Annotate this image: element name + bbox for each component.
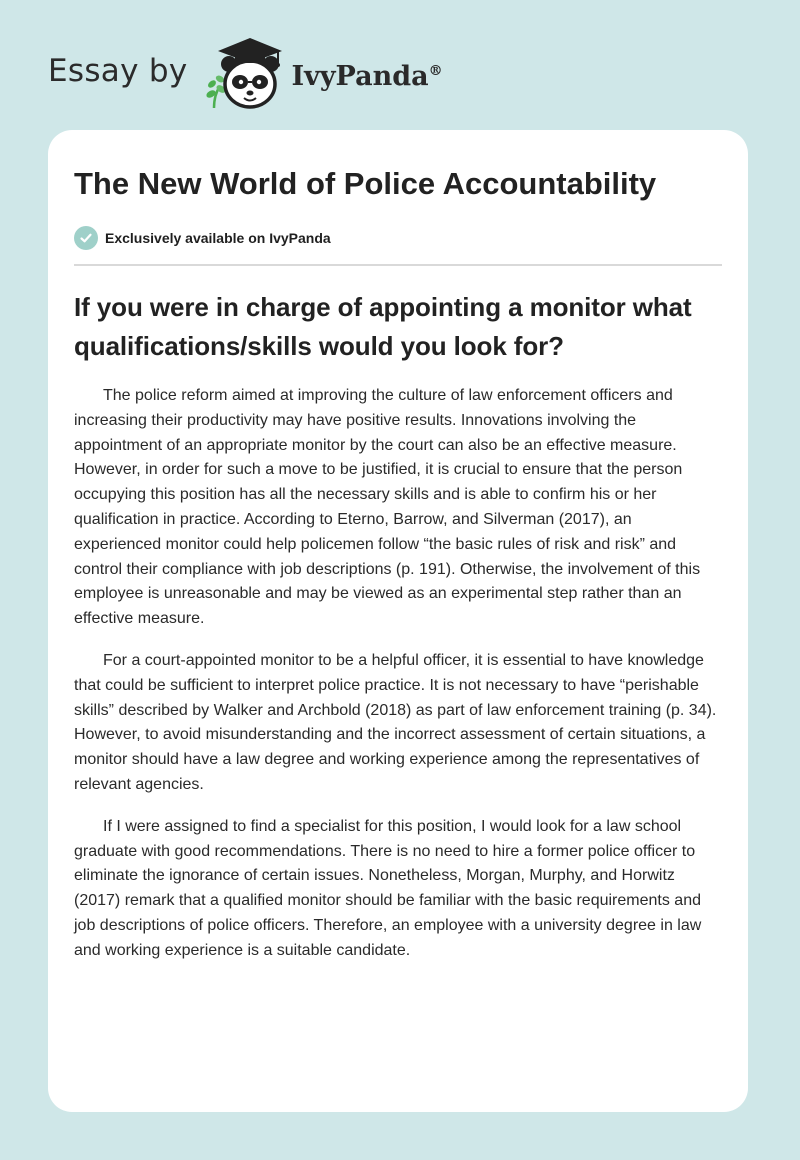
brand-prefix: Essay by (48, 53, 188, 89)
paragraph: For a court-appointed monitor to be a helpful officer, it is essential to have knowledge that could be sufficient to interpret police practice. It is not necessary to have “perishable skills” described by Walker and Archbold (2018) as part of law enforcement training (p. 34). However, to avoid misunderstanding and the incorrect assessment of certain situations, a monitor should have a law degree and working experience among the representatives of relevant agencies. (74, 651, 717, 793)
essay-body (74, 384, 722, 964)
brand-name (292, 61, 443, 92)
panda-graduate-icon (202, 34, 288, 114)
essay-title: The New World of Police Accountability (74, 166, 657, 201)
essay-card (48, 130, 748, 1112)
divider (74, 264, 722, 266)
section-heading: If you were in charge of appointing a monitor what qualifications/skills would you look for? (74, 292, 692, 361)
registered-mark: ® (428, 62, 443, 79)
brand-logo[interactable] (48, 34, 443, 114)
exclusive-badge (74, 226, 722, 250)
check-circle-icon (74, 226, 98, 250)
paragraph: The police reform aimed at improving the culture of law enforcement officers and increasing their productivity may have positive results. Innovations involving the appointment of an appropriate monitor by the court can also be an effective measure. However, in order for such a move to be justified, it is crucial to ensure that the person occupying this position has all the necessary skills and is able to confirm his or her qualification in practice. According to Eterno, Barrow, and Silverman (2017), an experienced monitor could help policemen follow “the basic rules of risk and risk” and control their compliance with job descriptions (p. 191). Otherwise, the involvement of this employee is unreasonable and may be viewed as an experimental step rather than an effective measure. (74, 387, 701, 628)
paragraph: If I were assigned to find a specialist for this position, I would look for a law school graduate with good recommendations. There is no need to hire a former police officer to eliminate the ignorance of certain issues. Nonetheless, Morgan, Murphy, and Horwitz (2017) remark that a qualified monitor should be familiar with the basic requirements and job descriptions of police officers. Therefore, an employee with a university degree in law and working experience is a suitable candidate. (74, 817, 702, 959)
brand-name-text: IvyPanda (291, 60, 429, 92)
exclusive-label: Exclusively available on IvyPanda (105, 230, 331, 246)
